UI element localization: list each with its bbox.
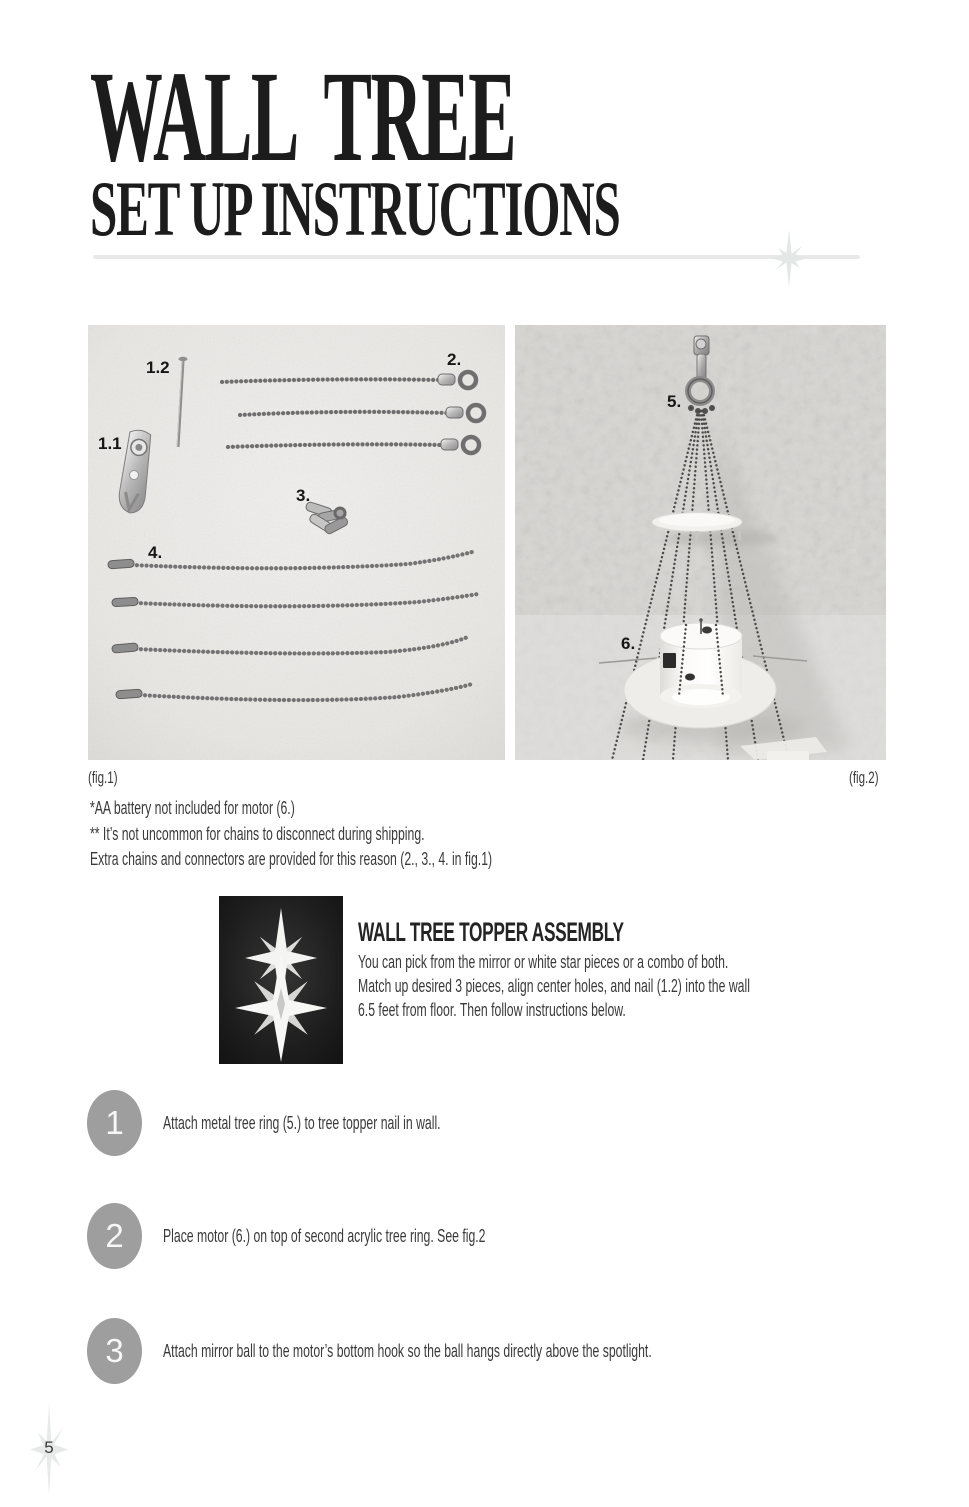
- topper-section-body: You can pick from the mirror or white star pieces or a combo of both. Match up desired 3 pieces, align center holes, and nail (1.2) into the wall 6.5 feet from floor. Then follow instructions below.: [358, 952, 750, 1020]
- fig1-caption: (fig.1): [88, 768, 118, 787]
- topper-section-heading: WALL TREE TOPPER ASSEMBLY: [358, 917, 624, 947]
- step-row-3: [87, 1318, 923, 1384]
- divider-line: [93, 255, 860, 259]
- step-number-badge: 1: [87, 1090, 142, 1156]
- sparkle-icon: [757, 229, 821, 287]
- fig2-label-tree-ring: 5.: [667, 392, 682, 411]
- step-number-badge: 3: [87, 1318, 142, 1384]
- step-number-badge: 2: [87, 1203, 142, 1269]
- step-row-1: [87, 1090, 923, 1156]
- fig1-label-nail: 1.2: [146, 358, 170, 377]
- note-shipping: ** It’s not uncommon for chains to disconnect during shipping.: [90, 823, 425, 844]
- fig2-caption: (fig.2): [849, 768, 879, 787]
- fig1-label-hanger: 1.1: [98, 434, 122, 453]
- star-topper-image: [210, 896, 352, 1064]
- fig2-label-motor: 6.: [621, 634, 636, 653]
- step-instruction: Attach mirror ball to the motor’s bottom hook so the ball hangs directly above the spotlight.: [163, 1340, 652, 1361]
- page-title: WALL TREE: [90, 45, 515, 189]
- step-row-2: [87, 1203, 923, 1269]
- motor-switch: [663, 653, 676, 668]
- step-instruction: Attach metal tree ring (5.) to tree topper nail in wall.: [163, 1112, 441, 1133]
- fig1-label-short-chains: 2.: [447, 350, 462, 369]
- notes-block: [90, 796, 681, 873]
- fig1-label-long-chains: 4.: [148, 543, 163, 562]
- page-subtitle: SET UP INSTRUCTIONS: [90, 165, 620, 252]
- note-extras: Extra chains and connectors are provided for this reason (2., 3., 4. in fig.1): [90, 849, 493, 869]
- page-number: 5: [44, 1438, 54, 1457]
- fig2-assembled-photo: [515, 325, 886, 760]
- fig1-label-connectors: 3.: [296, 486, 311, 505]
- fig1-parts-photo: [88, 325, 505, 760]
- step-instruction: Place motor (6.) on top of second acrylic tree ring. See fig.2: [163, 1225, 486, 1246]
- note-battery: *AA battery not included for motor (6.): [90, 798, 295, 818]
- motor-unit: [660, 618, 742, 708]
